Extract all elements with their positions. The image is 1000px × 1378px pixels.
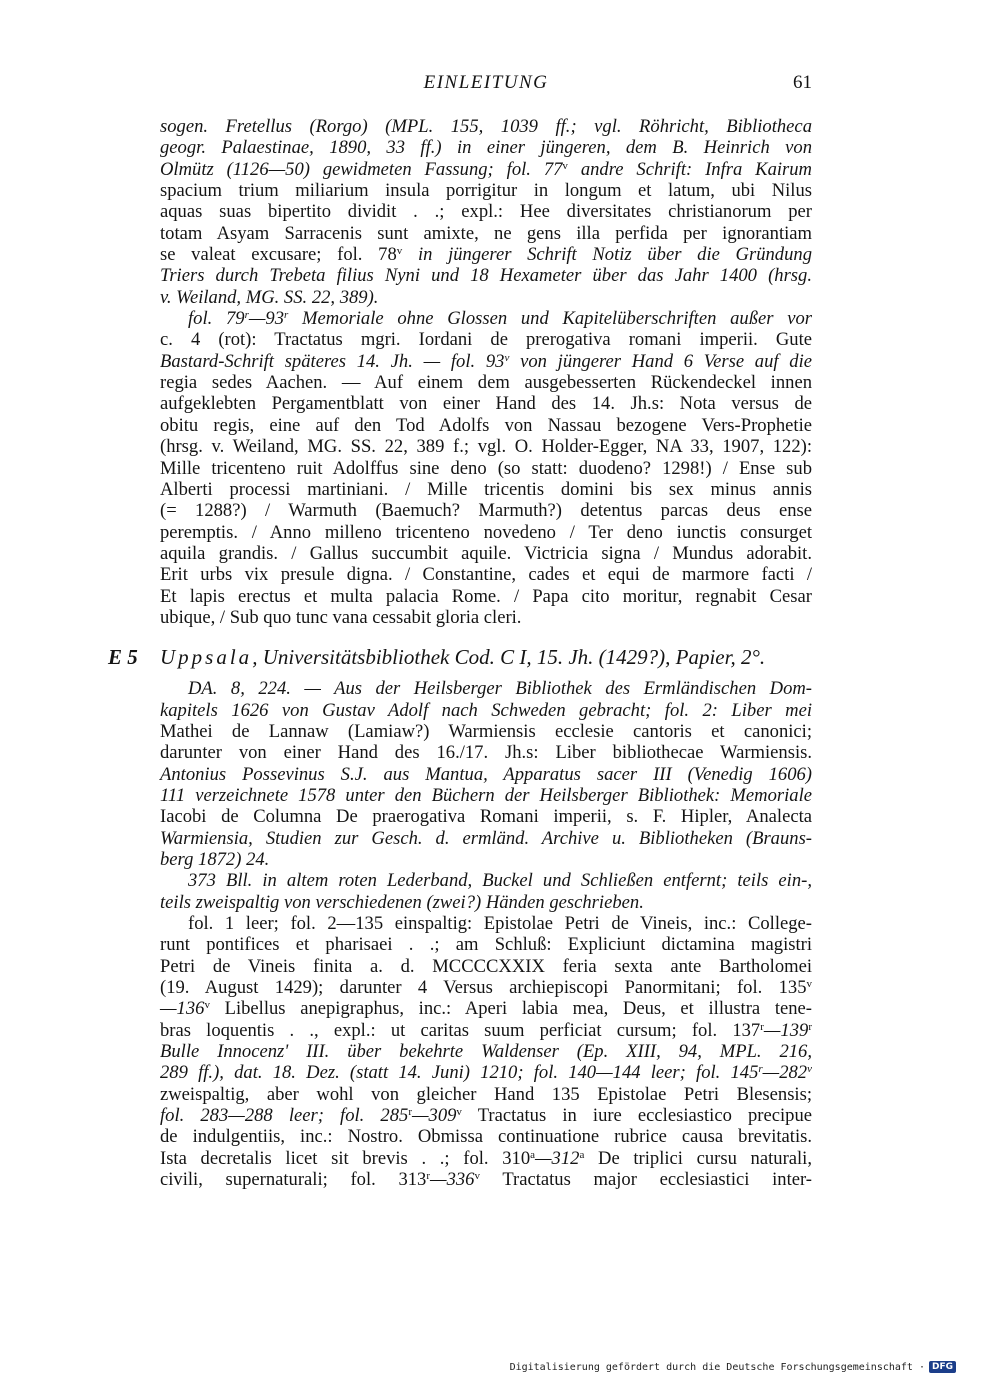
text-line: Ista decretalis licet sit brevis . .; fol. 310$^a$—312$^a$ De triplici cursu naturali, [160,1147,812,1169]
text-line: Antonius Possevinus S.J. aus Mantua, Apparatus sacer III (Venedig 1606) [160,763,812,785]
text-line: aquila grandis. / Gallus succumbit aquile. Victricia signa / Mundus adorabit. [160,542,812,564]
text-line: (19. August 1429); darunter 4 Versus archiepiscopi Panormitani; fol. 135$^v$ [160,977,812,999]
text-line: 373 Bll. in altem roten Lederband, Buckel und Schließen entfernt; teils ein-, [188,870,812,892]
text-line: 289 ff.), dat. 18. Dez. (statt 14. Juni) 1210; fol. 140—144 leer; fol. 145$^r$—282$^v$ [160,1062,812,1084]
text-line: totam Asyam Sarracenis sunt amixte, ne gens illa perfida per ignorantiam [160,222,812,244]
entry-place: Uppsala [160,645,253,670]
running-head [160,72,812,102]
text-line: Bulle Innocenz' III. über bekehrte Waldenser (Ep. XIII, 94, MPL. 216, [160,1041,812,1063]
text-line: (hrsg. v. Weiland, MG. SS. 22, 389 f.; vgl. O. Holder-Egger, NA 33, 1907, 122): [160,436,812,458]
text-line: de indulgentiis, inc.: Nostro. Obmissa continuatione rubrice causa brevitatis. [160,1126,812,1148]
text-line: civili, supernaturali; fol. 313$^r$—336$^v$ Tractatus major ecclesiastici inter- [160,1169,812,1191]
text-line: aquas suas bipertito dividit . .; expl.: Hee diversitates christianorum per [160,201,812,223]
entry-description: , Universitätsbibliothek Cod. C I, 15. Jh. (1429?), Papier, 2°. [252,645,766,670]
text-line: berg 1872) 24. [160,849,270,870]
paragraph-5 [160,913,812,1190]
text-line: Mille tricenteno ruit Adolffus sine deno (so statt: duodeno? 1298!) / Ense sub [160,457,812,479]
paragraph-2 [160,308,812,628]
text-line: kapitels 1626 von Gustav Adolf nach Schweden gebracht; fol. 2: Liber mei [160,699,812,721]
text-line: peremptis. / Anno milleno tricenteno novedeno / Ter deno iunctis consurget [160,521,812,543]
text-line: Mathei de Lannaw (Lamiaw?) Warmiensis ecclesie cantoris et canonici; [160,720,812,742]
text-line: v. Weiland, MG. SS. 22, 389). [160,286,379,308]
text-line: obitu regis, eine auf den Tod Adolfs von Nassau bezogene Vers-Prophetie [160,414,812,436]
text-line: Warmiensia, Studien zur Gesch. d. ermländ. Archive u. Bibliotheken (Brauns- [160,827,812,849]
text-line: regia sedes Aachen. — Auf einem dem ausgebesserten Rückendeckel innen [160,372,812,394]
text-line: se valeat excusare; fol. 78$^v$ in jüngerer Schrift Notiz über die Gründung [160,244,812,266]
text-line: (= 1288?) / Warmuth (Baemuch? Marmuth?) detentus parcas deus ense [160,500,812,522]
text-line: zweispaltig, aber wohl von gleicher Hand 135 Epistolae Petri Blesensis; [160,1083,812,1105]
dfg-logo-icon: DFG [929,1361,956,1373]
text-line: Alberti processi martiniani. / Mille tricentis domini bis sex minus annis [160,478,812,500]
paragraph-1 [160,116,812,308]
text-line: darunter von einer Hand des 16./17. Jh.s: Liber bibliothecae Warmiensis. [160,742,812,764]
text-line: fol. 283—288 leer; fol. 285$^r$—309$^v$ Tractatus in iure ecclesiastico precipue [160,1105,812,1127]
entry-siglum: E 5 [108,645,138,670]
text-line: bras loquentis . ., expl.: ut caritas suum perficiat cursum; fol. 137$^r$—139$^r$ [160,1019,812,1041]
text-line: fol. 1 leer; fol. 2—135 einspaltig: Epistolae Petri de Vineis, inc.: Collegе- [188,913,812,935]
running-title: EINLEITUNG [423,72,549,93]
text-line: Iacobi de Columna De praerogativa Romani imperii, s. F. Hipler, Analecta [160,806,812,828]
body-text [108,116,812,1191]
text-line: fol. 79$^r$—93$^r$ Memoriale ohne Glossen und Kapitelüberschriften außer vor [188,308,812,330]
text-line: 111 verzeichnete 1578 unter den Büchern der Heilsberger Bibliothek: Memoriale [160,784,812,806]
entry-heading [108,642,812,672]
text-line: c. 4 (rot): Tractatus mgri. Iordani de prerogativa romani imperii. Gute [160,329,812,351]
text-line: DA. 8, 224. — Aus der Heilsberger Bibliothek des Ermländischen Dom- [188,678,812,700]
text-line: Olmütz (1126—50) gewidmeten Fassung; fol. 77$^v$ andre Schrift: Infra Kairum [160,158,812,180]
text-line: Petri de Vineis finita a. d. MCCCCXXIX feria sexta ante Bartholomei [160,955,812,977]
paragraph-4 [160,870,812,913]
text-line: ubique, / Sub quo tunc vana cessabit gloria cleri. [160,606,522,628]
text-line: runt pontifices et pharisaei . .; am Schluß: Expliciunt dictamina magistri [160,934,812,956]
paragraph-3 [160,678,812,870]
text-line: Triers durch Trebeta filius Nyni und 18 Hexameter über das Jahr 1400 (hrsg. [160,265,812,287]
text-line: geogr. Palaestinae, 1890, 33 ff.) in einer jüngeren, dem B. Heinrich von [160,137,812,159]
digitization-footer [510,1360,956,1374]
footer-text: Digitalisierung gefördert durch die Deutsche Forschungsgemeinschaft · [509,1361,925,1373]
text-line: aufgeklebten Pergamentblatt von einer Hand des 14. Jh.s: Nota versus de [160,393,812,415]
text-line: Erit urbs vix presule digna. / Constantine, cades et equi de marmore facti / [160,564,812,586]
page-number: 61 [793,72,812,93]
text-line: Bastard-Schrift späteres 14. Jh. — fol. 93$^v$ von jüngerer Hand 6 Verse auf die [160,350,812,372]
text-line: Et lapis erectus et multa palacia Rome. / Papa cito moritur, regnabit Cesar [160,585,812,607]
text-line: teils zweispaltig von verschiedenen (zwei?) Händen geschrieben. [160,891,644,913]
text-line: spacium trium miliarium insula porrigitur in longum et latum, ubi Nilus [160,180,812,202]
text-line: sogen. Fretellus (Rorgo) (MPL. 155, 1039 ff.; vgl. Röhricht, Bibliotheca [160,116,812,137]
text-line: —136$^v$ Libellus anepigraphus, inc.: Aperi labia mea, Deus, et illustra tene- [160,998,812,1020]
